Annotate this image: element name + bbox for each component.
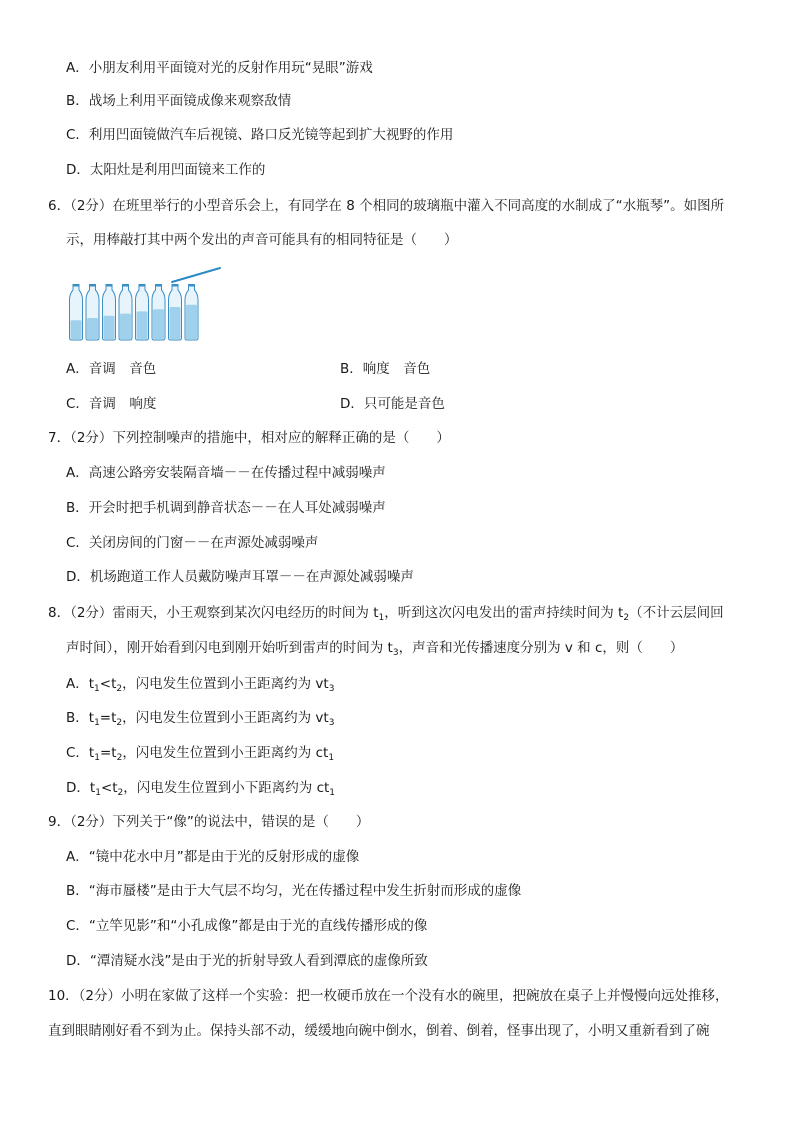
q7-option-d: D．机场跑道工作人员戴防噪声耳罩－－在声源处减弱噪声: [66, 569, 414, 585]
bottle-water: [137, 311, 148, 339]
bottle-water: [170, 307, 181, 339]
q6-option-d: D．只可能是音色: [340, 396, 445, 412]
q7-option-b: B．开会时把手机调到静音状态－－在人耳处减弱噪声: [66, 500, 386, 516]
bottle-mouth: [89, 284, 96, 287]
q6-stem-line1: 6．（2分）在班里举行的小型音乐会上，有同学在 8 个相同的玻璃瓶中灌入不同高度的水制成了“水瓶琴”。如图所: [48, 198, 725, 214]
bottle-mouth: [172, 284, 179, 287]
bottle-mouth: [155, 284, 162, 287]
q9-option-a: A．“镜中花水中月”都是由于光的反射形成的虚像: [66, 849, 360, 865]
water-bottle: [152, 284, 165, 340]
water-bottle: [136, 284, 149, 340]
bottle-water: [186, 305, 197, 339]
bottle-mouth: [188, 284, 195, 287]
q10-stem-line2: 直到眼睛刚好看不到为止。保持头部不动，缓缓地向碗中倒水，倒着、倒着，怪事出现了，小明又重新看到了碗: [48, 1023, 710, 1039]
q6-option-b: B．响度 音色: [340, 361, 431, 377]
q7-option-c: C．关闭房间的门窗－－在声源处减弱噪声: [66, 535, 319, 551]
q7-stem: 7．（2分）下列控制噪声的措施中，相对应的解释正确的是（ ）: [48, 430, 450, 446]
q5-option-b: B．战场上利用平面镜成像来观察敌情: [66, 93, 292, 109]
bottle-mouth: [73, 284, 80, 287]
q8-stem-line1: 8．（2分）雷雨天，小王观察到某次闪电经历的时间为 $t_1$，听到这次闪电发出的雷声持续时间为 $t_2$（不计云层间回: [48, 605, 724, 623]
bottle-water: [71, 320, 82, 339]
q8-option-a: A．$t_1<t_2$，闪电发生位置到小王距离约为 $vt_3$: [66, 676, 335, 694]
bottle-mouth: [139, 284, 146, 287]
q8-option-b: B．$t_1=t_2$，闪电发生位置到小王距离约为 $vt_3$: [66, 710, 335, 728]
water-bottle: [70, 284, 83, 340]
bottle-mouth: [122, 284, 129, 287]
q9-option-c: C．“立竿见影”和“小孔成像”都是由于光的直线传播形成的像: [66, 918, 428, 934]
q5-option-d: D．太阳灶是利用凹面镜来工作的: [66, 162, 266, 178]
bottle-water: [153, 309, 164, 339]
q5-option-c: C．利用凹面镜做汽车后视镜、路口反光镜等起到扩大视野的作用: [66, 127, 454, 143]
q9-option-d: D．“潭清疑水浅”是由于光的折射导致人看到潭底的虚像所致: [66, 953, 428, 969]
q8-option-d: D．$t_1<t_2$，闪电发生位置到小下距离约为 $ct_1$: [66, 780, 336, 798]
water-bottle: [169, 284, 182, 340]
q5-option-a: A．小朋友利用平面镜对光的反射作用玩“晃眼”游戏: [66, 60, 373, 76]
q7-option-a: A．高速公路旁安装隔音墙－－在传播过程中减弱噪声: [66, 465, 386, 481]
water-bottle: [185, 284, 198, 340]
water-bottle: [86, 284, 99, 340]
striking-stick: [172, 268, 220, 282]
bottle-water: [87, 318, 98, 339]
water-bottle: [103, 284, 116, 340]
q6-stem-line2: 示，用棒敲打其中两个发出的声音可能具有的相同特征是（ ）: [66, 232, 458, 248]
q8-option-c: C．$t_1=t_2$，闪电发生位置到小王距离约为 $ct_1$: [66, 745, 335, 763]
water-bottle-xylophone-figure: [68, 266, 228, 342]
bottle-water: [120, 314, 131, 339]
q9-option-b: B．“海市蜃楼”是由于大气层不均匀，光在传播过程中发生折射而形成的虚像: [66, 883, 522, 899]
water-bottle: [119, 284, 132, 340]
q6-option-c: C．音调 响度: [66, 396, 157, 412]
bottle-water: [104, 316, 115, 339]
bottle-mouth: [106, 284, 113, 287]
q10-stem-line1: 10．（2分）小明在家做了这样一个实验：把一枚硬币放在一个没有水的碗里，把碗放在桌子上并慢慢向远处推移，: [48, 988, 729, 1004]
q8-stem-line2: 声时间），刚开始看到闪电到刚开始听到雷声的时间为 $t_3$，声音和光传播速度分别为 v 和 c，则（ ）: [66, 640, 684, 658]
q6-option-a: A．音调 音色: [66, 361, 157, 377]
q9-stem: 9．（2分）下列关于“像”的说法中，错误的是（ ）: [48, 814, 370, 830]
